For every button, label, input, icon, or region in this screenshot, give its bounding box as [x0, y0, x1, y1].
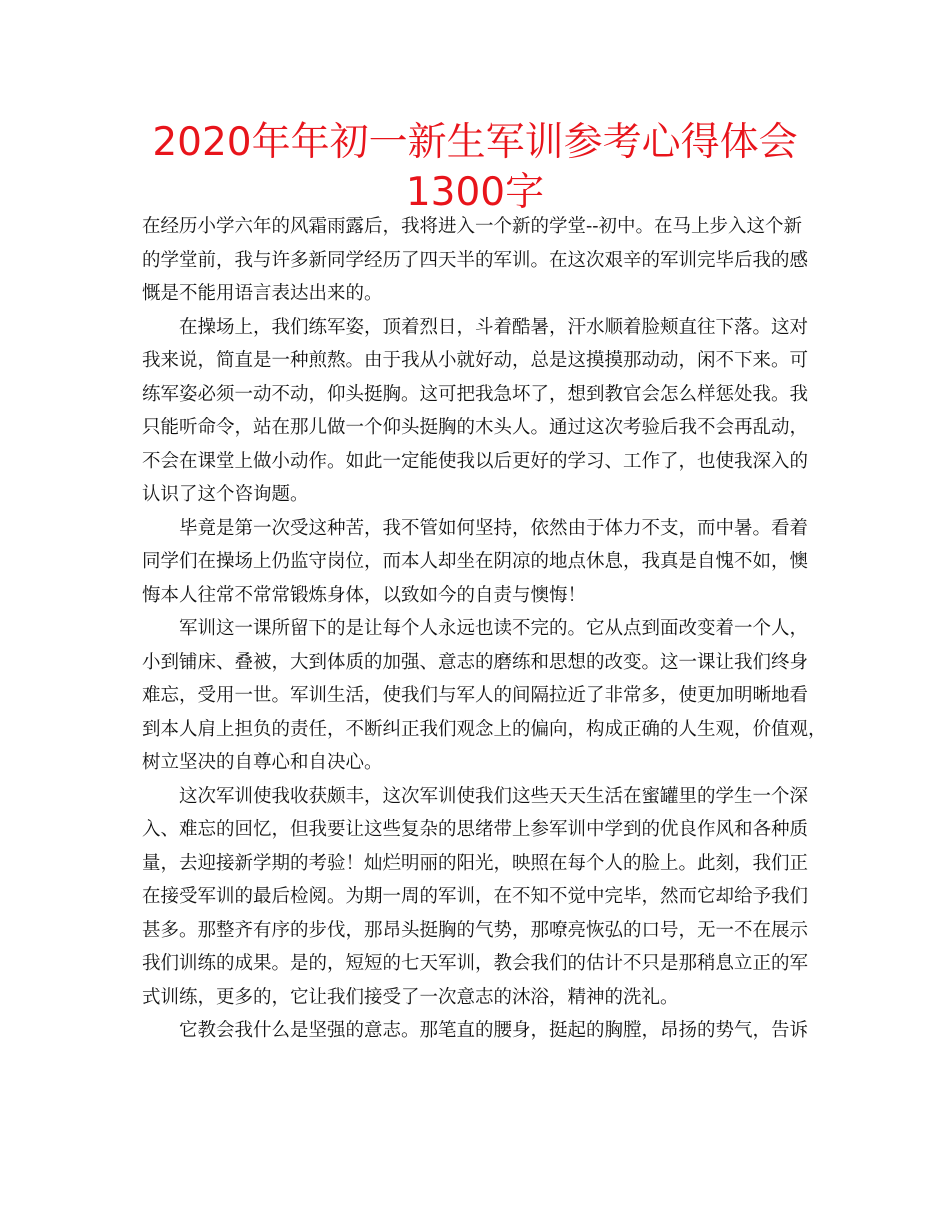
body-line: 在接受军训的最后检阅。为期一周的军训，在不知不觉中完毕，然而它却给予我们: [142, 886, 809, 907]
body-line: 毕竟是第一次受这种苦，我不管如何坚持，依然由于体力不支，而中暑。看着: [179, 517, 809, 539]
body-line: 到本人肩上担负的责任，不断纠正我们观念上的偏向，构成正确的人生观，价值观，: [142, 718, 827, 740]
body-line: 它教会我什么是坚强的意志。那笔直的腰身，挺起的胸膛，昂扬的势气，告诉: [179, 1020, 809, 1041]
body-line: 量，去迎接新学期的考验！灿烂明丽的阳光，映照在每个人的脸上。此刻，我们正: [142, 852, 809, 874]
body-line: 这次军训使我收获颇丰，这次军训使我们这些天天生活在蜜罐里的学生一个深: [179, 785, 809, 807]
body-line: 不会在课堂上做小动作。如此一定能使我以后更好的学习、工作了，也使我深入的: [142, 450, 809, 472]
body-line: 树立坚决的自尊心和自决心。: [142, 752, 383, 773]
body-line: 只能听命令，站在那儿做一个仰头挺胸的木头人。通过这次考验后我不会再乱动，: [142, 417, 809, 438]
body-line: 小到铺床、叠被，大到体质的加强、意志的磨练和思想的改变。这一课让我们终身: [142, 651, 809, 673]
title-line-1: 2020年年初一新生军训参考心得体会: [152, 120, 798, 165]
body-line: 同学们在操场上仍监守岗位，而本人却坐在阴凉的地点休息，我真是自愧不如，懊: [142, 551, 809, 572]
body-line: 我们训练的成果。是的，短短的七天军训，教会我们的估计不只是那稍息立正的军: [142, 953, 809, 974]
body-line: 在经历小学六年的风霜雨露后，我将进入一个新的学堂--初中。在马上步入这个新: [142, 216, 803, 237]
title-line-2: 1300字: [405, 170, 545, 215]
body-line: 慨是不能用语言表达出来的。: [142, 283, 383, 304]
body-line: 难忘，受用一世。军训生活，使我们与军人的间隔拉近了非常多，使更加明晰地看: [142, 685, 809, 706]
document-title: [0, 118, 950, 218]
body-line: 甚多。那整齐有序的步伐，那昂头挺胸的气势，那嘹亮恢弘的口号，无一不在展示: [142, 919, 809, 941]
body-line: 的学堂前，我与许多新同学经历了四天半的军训。在这次艰辛的军训完毕后我的感: [142, 249, 809, 271]
body-line: 入、难忘的回忆，但我要让这些复杂的思绪带上参军训中学到的优良作风和各种质: [142, 819, 809, 840]
body-line: 悔本人往常不常常锻炼身体，以致如今的自责与懊悔！: [142, 584, 587, 606]
body-line: 认识了这个咨询题。: [142, 484, 309, 505]
body-line: 我来说，简直是一种煎熬。由于我从小就好动，总是这摸摸那动动，闲不下来。可: [142, 350, 809, 371]
body-line: 军训这一课所留下的是让每个人永远也读不完的。它从点到面改变着一个人，: [179, 618, 809, 639]
body-line: 式训练，更多的，它让我们接受了一次意志的沐浴，精神的洗礼。: [142, 986, 679, 1008]
body-line: 在操场上，我们练军姿，顶着烈日，斗着酷暑，汗水顺着脸颊直往下落。这对: [179, 316, 809, 338]
document-body: [142, 210, 832, 1048]
body-line: 练军姿必须一动不动，仰头挺胸。这可把我急坏了，想到教官会怎么样惩处我。我: [142, 383, 809, 405]
